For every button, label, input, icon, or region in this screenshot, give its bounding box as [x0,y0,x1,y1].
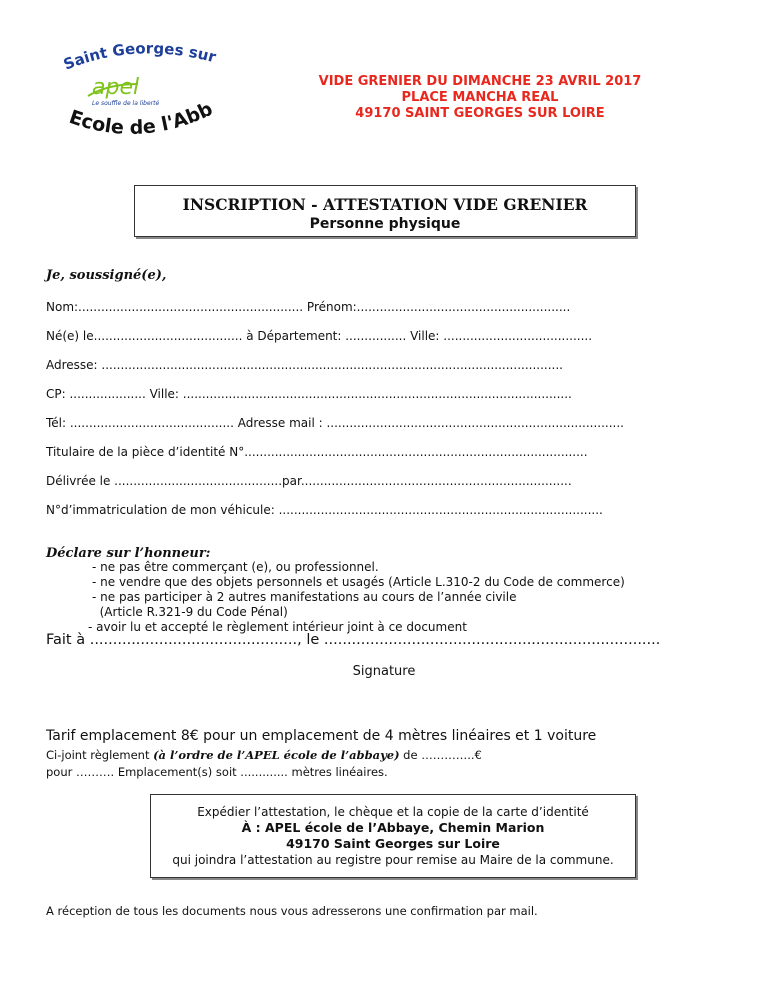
declaration-item: - ne vendre que des objets personnels et usagés (Article L.310-2 du Code de commerce) [92,575,625,589]
field-postcode[interactable]: CP: .................... Ville: ...................................................................................................... [46,387,572,401]
field-phone-email[interactable]: Tél: ........................................... Adresse mail : .............................................................................. [46,416,624,430]
field-id-number[interactable]: Titulaire de la pièce d’identité N°.......................................................................................... [46,445,588,459]
declaration-item: (Article R.321-9 du Code Pénal) [92,605,288,619]
svg-text:Le souffle de la liberté: Le souffle de la liberté [92,100,160,107]
shipping-recipient: À : APEL école de l’Abbaye, Chemin Marion [241,820,545,835]
form-title: INSCRIPTION - ATTESTATION VIDE GRENIER [182,195,588,214]
declaration-item: - ne pas participer à 2 autres manifestations au cours de l’année civile [92,590,517,604]
payment-amount[interactable]: de …………..€ [399,748,482,762]
event-date: VIDE GRENIER DU DIMANCHE 23 AVRIL 2017 [318,74,642,89]
declaration-item: - avoir lu et accepté le règlement intérieur joint à ce document [88,620,467,634]
svg-text:Ecole de l'Abbaye: Ecole de l'Abb [66,97,217,140]
event-header [250,74,710,122]
signature-label: Signature [352,664,416,679]
shipping-instruction: Expédier l’attestation, le chèque et la copie de la carte d’identité [197,805,589,819]
event-place: PLACE MANCHA REAL [401,90,559,105]
shipping-box [150,794,636,878]
shipping-note: qui joindra l’attestation au registre pour remise au Maire de la commune. [172,853,614,867]
tarif-line: Tarif emplacement 8€ pour un emplacement de 4 mètres linéaires et 1 voiture [46,728,597,744]
intro-heading: Je, soussigné(e), [46,268,167,283]
payment-payee: (à l’ordre de l’APEL école de l’abbaye) [153,748,400,762]
field-name[interactable]: Nom:........................................................... Prénom:........................................................ [46,300,571,314]
logo-graphic [58,40,228,150]
form-subtitle: Personne physique [309,216,461,232]
title-box [134,185,636,237]
field-vehicle[interactable]: N°d’immatriculation de mon véhicule: ..................................................................................... [46,503,603,517]
event-city: 49170 SAINT GEORGES SUR LOIRE [355,106,605,121]
field-address[interactable]: Adresse: ......................................................................................................................... [46,358,563,372]
payment-line [46,748,482,762]
apel-logo [58,40,228,150]
declaration-item: - ne pas être commerçant (e), ou professionnel. [92,560,379,574]
svg-text:Saint Georges sur Loire: Saint Georges sur [60,40,218,74]
shipping-city: 49170 Saint Georges sur Loire [286,836,500,851]
field-delivered[interactable]: Délivrée le ............................................par....................................................................... [46,474,572,488]
field-birth[interactable]: Né(e) le....................................... à Département: ................ Ville: ....................................... [46,329,593,343]
place-date-line[interactable]: Fait à ............................................., le ......................................................................... [46,632,661,648]
confirmation-note: A réception de tous les documents nous vous adresserons une confirmation par mail. [46,904,538,918]
emplacement-line[interactable]: pour ………. Emplacement(s) soit ............. mètres linéaires. [46,765,388,779]
declaration-heading: Déclare sur l’honneur: [46,546,211,561]
payment-prefix: Ci-joint règlement [46,748,154,762]
svg-text:apel: apel [92,75,140,100]
